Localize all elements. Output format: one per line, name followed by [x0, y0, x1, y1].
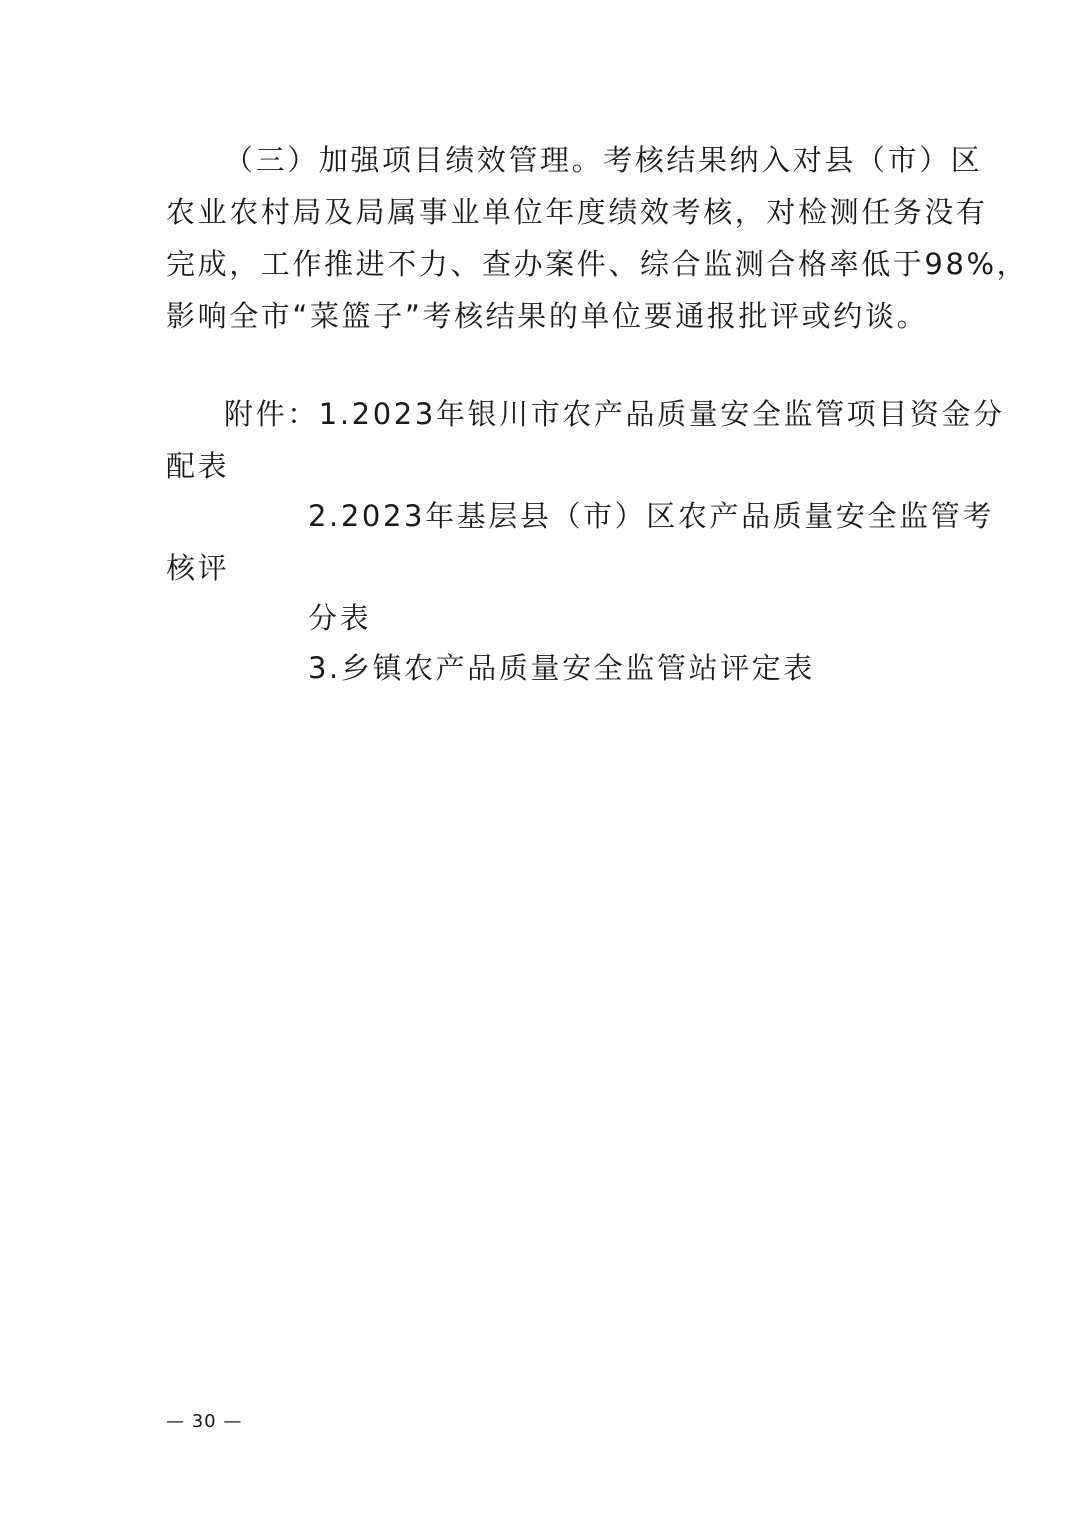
paragraph-line-4: 影响全市“菜篮子”考核结果的单位要通报批评或约谈。 — [166, 299, 929, 333]
attachment-item-2 — [166, 490, 994, 594]
paragraph-line-3: 完成，工作推进不力、查办案件、综合监测合格率低于98%， — [166, 247, 1029, 281]
page-number: — 30 — — [166, 1411, 243, 1432]
attachment-1-line-2: 配表 — [166, 449, 230, 483]
attachment-2-line-3: 分表 — [308, 601, 372, 635]
attachment-item-2-continued — [166, 592, 912, 644]
attachment-3-line: 3.乡镇农产品质量安全监管站评定表 — [308, 651, 815, 685]
paragraph-line-2: 农业农村局及局属事业单位年度绩效考核，对检测任务没有 — [166, 195, 988, 229]
section-3-paragraph — [166, 134, 1029, 342]
attachment-2-line-1: 2.2023年基层县（市）区农产品质量安全监管考 — [308, 499, 994, 533]
attachment-item-3 — [166, 642, 912, 694]
attachment-1-line-1: 附件：1.2023年银川市农产品质量安全监管项目资金分 — [224, 397, 1005, 431]
paragraph-line-1: （三）加强项目绩效管理。考核结果纳入对县（市）区 — [224, 143, 983, 177]
attachment-item-1 — [166, 388, 1005, 492]
attachment-2-line-2: 核评 — [166, 551, 230, 585]
